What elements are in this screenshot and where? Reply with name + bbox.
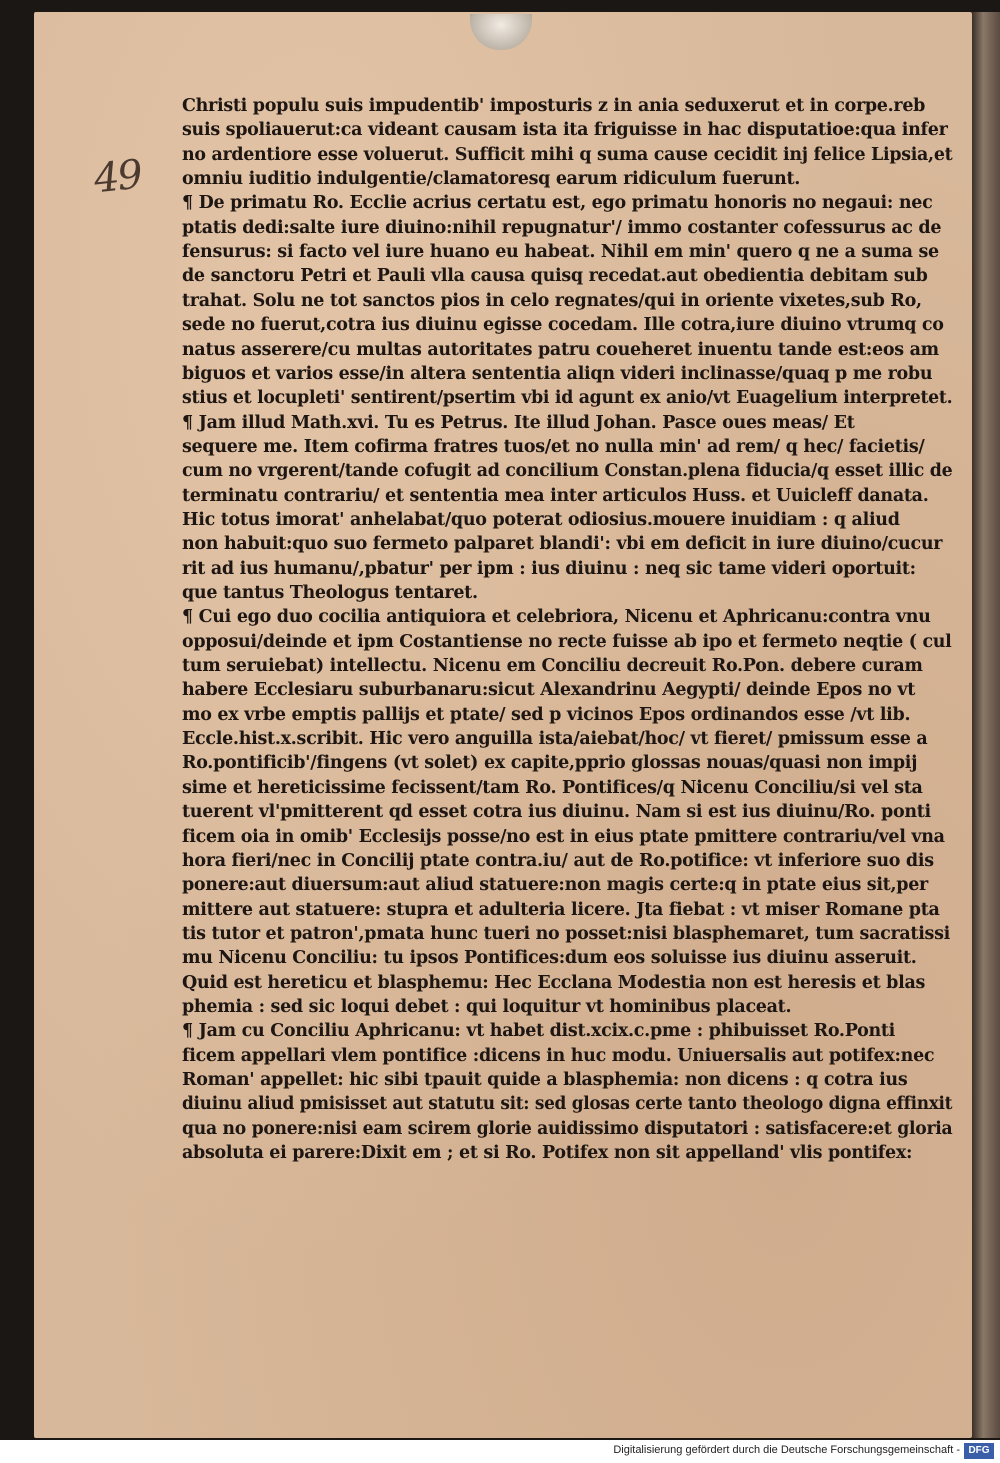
text-block [182,94,952,1214]
text-line: Ro.pontificib'/fingens (vt solet) ex capite,pprio glossas nouas/quasi non impij [182,753,918,774]
footer-bar [0,1440,1000,1463]
text-line: sequere me. Item cofirma fratres tuos/et no nulla min' ad rem/ q hec/ facietis/ [182,436,925,457]
text-line: stius et locupleti' sentirent/psertim vbi id agunt ex anio/vt Euagelium interpretet. [182,388,953,409]
text-line: trahat. Solu ne tot sanctos pios in celo regnates/qui in oriente vixetes,sub Ro, [182,290,922,311]
paragraph-start-line: ¶ Cui ego duo cocilia antiquiora et celebriora, Nicenu et Aphricanu:contra vnu [182,607,931,628]
text-line: mo ex vrbe emptis pallijs et ptate/ sed p vicinos Epos ordinandos esse /vt lib. [182,704,911,725]
dfg-logo: DFG [964,1443,994,1459]
text-line: absoluta ei parere:Dixit em ; et si Ro. Potifex non sit appelland' vlis pontifex: [182,1143,913,1164]
footer-credit: Digitalisierung gefördert durch die Deutsche Forschungsgemeinschaft - [613,1444,960,1456]
text-line: mittere aut statuere: stupra et adulteria licere. Jta fiebat : vt miser Romane pta [182,899,940,920]
text-line: terminatu contrariu/ et sententia mea inter articulos Huss. et Uuicleff danata. [182,485,929,506]
page-edge [972,12,1000,1438]
text-line: qua no ponere:nisi eam scirem glorie auidissimo disputatori : satisfacere:et gloria [182,1118,953,1139]
text-line: non habuit:quo suo fermeto palparet blandi': vbi em deficit in iure diuino/cucur [182,534,943,555]
text-line: natus asserere/cu multas autoritates patru coueheret inuentu tande est:eos am [182,339,939,360]
text-line: sede no fuerut,cotra ius diuinu egisse cocedam. Ille cotra,iure diuino vtrumq co [182,315,944,336]
text-line: Quid est hereticu et blasphemu: Hec Ecclana Modestia non est heresis et blas [182,972,926,993]
text-line: tuerent vl'pmitterent qd esset cotra ius diuinu. Nam si est ius diuinu/Ro. ponti [182,802,931,823]
text-line: omniu iuditio indulgentie/clamatoresq earum ridiculum fuerunt. [182,169,801,190]
text-line: fensurus: si facto vel iure huano eu habeat. Nihil em min' quero q ne a suma se [182,242,939,263]
text-line: ponere:aut diuersum:aut aliud statuere:non magis certe:q in ptate eius sit,per [182,875,928,896]
text-line: phemia : sed sic loqui debet : qui loquitur vt hominibus placeat. [182,996,792,1017]
paragraph-start-line: ¶ Jam cu Conciliu Aphricanu: vt habet dist.xcix.c.pme : phibuisset Ro.Ponti [182,1021,896,1042]
text-line: rit ad ius humanu/,pbatur' per ipm : ius diuinu : neq sic tame videri oportuit: [182,558,916,579]
text-line: opposui/deinde et ipm Costantiense no recte fuisse ab ipo et fermeto neqtie ( cul [182,631,952,652]
paragraph-start-line: ¶ Jam illud Math.xvi. Tu es Petrus. Ite illud Johan. Pasce oues meas/ Et [182,412,855,433]
text-line: Eccle.hist.x.scribit. Hic vero anguilla ista/aiebat/hoc/ vt fieret/ pmissum esse a [182,729,928,750]
paper-page [34,12,972,1438]
paragraph-start-line: ¶ De primatu Ro. Ecclie acrius certatu est, ego primatu honoris no negaui: nec [182,193,933,214]
text-line: no ardentiore esse voluerut. Sufficit mihi q suma cause cecidit inj felice Lipsia,et [182,144,953,165]
text-line: tum seruiebat) intellectu. Nicenu em Conciliu decreuit Ro.Pon. debere curam [182,656,923,677]
text-line: cum no vrgerent/tande cofugit ad concilium Constan.plena fiducia/q esset illic de [182,461,953,482]
text-line: ptatis dedi:salte iure diuino:nihil repugnatur'/ immo costanter cofessurus ac de [182,217,942,238]
text-line: suis spoliauerut:ca videant causam ista ita friguisse in hac disputatioe:qua infer [182,120,948,141]
text-line: habere Ecclesiaru suburbanaru:sicut Alexandrinu Aegypti/ deinde Epos no vt [182,680,916,701]
text-line: sime et hereticissime fecissent/tam Ro. Pontifices/q Nicenu Conciliu/si vel sta [182,777,923,798]
text-line: Roman' appellet: hic sibi tpauit quide a blasphemia: non dicens : q cotra ius [182,1070,908,1090]
text-line: mu Nicenu Conciliu: tu ipsos Pontifices:dum eos soluisse ius diuinu asseruit. [182,948,917,969]
text-line: que tantus Theologus tentaret. [182,583,478,603]
text-line: biguos et varios esse/in altera sententia aliqn videri inclinasse/quaq p me robu [182,363,933,384]
text-line: de sanctoru Petri et Pauli vlla causa quisq recedat.aut obedientia debitam sub [182,266,928,287]
text-line: tis tutor et patron',pmata hunc tueri no posset:nisi blasphemaret, tum sacratissi [182,923,951,944]
text-line: diuinu aliud pmisisset aut statutu sit: sed glosas certe tanto theologo digna effinxit [182,1094,953,1115]
folio-number: 49 [91,151,144,203]
text-line: ficem appellari vlem pontifice :dicens in huc modu. Uniuersalis aut potifex:nec [182,1045,935,1066]
text-line: Christi populu suis impudentib' imposturis z in ania seduxerut et in corpe.reb [182,96,926,116]
text-line: Hic totus imorat' anhelabat/quo poterat odiosius.mouere inuidiam : q aliud [182,509,900,530]
text-line: hora fieri/nec in Concilij ptate contra.iu/ aut de Ro.potifice: vt inferiore suo dis [182,850,934,871]
text-line: ficem oia in omib' Ecclesijs posse/no est in eius ptate pmittere contrariu/vel vna [182,826,945,847]
